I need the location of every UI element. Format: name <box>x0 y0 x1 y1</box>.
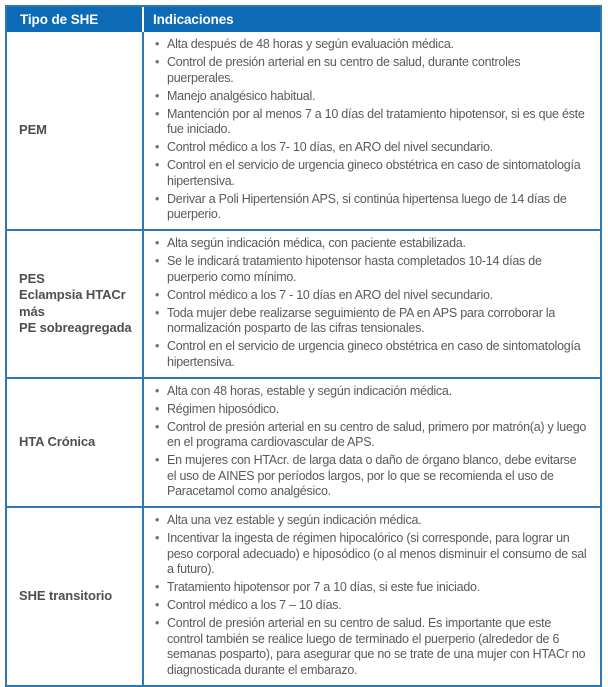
indication-item: • Control médico a los 7- 10 días, en ARO del nivel secundario. <box>153 140 588 156</box>
indication-item: • Control en el servicio de urgencia gineco obstétrica en caso de sintomatología hipertensiva. <box>153 158 588 189</box>
type-label-line: PEM <box>19 122 47 138</box>
indication-item: • Alta una vez estable y según indicación médica. <box>153 513 588 529</box>
indication-item: • Mantención por al menos 7 a 10 días del tratamiento hipotensor, si es que éste fue iniciado. <box>153 107 588 138</box>
indications-list <box>153 37 588 225</box>
type-cell <box>7 231 144 377</box>
type-label-line: Eclampsia HTACr más <box>19 287 126 319</box>
indication-item: • Tratamiento hipotensor por 7 a 10 días, si este fue iniciado. <box>153 580 588 596</box>
indication-item: • Se le indicará tratamiento hipotensor hasta completados 10-14 días de puerperio como mínimo. <box>153 254 588 285</box>
type-cell <box>7 379 144 507</box>
type-cell <box>7 32 144 229</box>
table-row <box>7 32 600 229</box>
indication-item: • Incentivar la ingesta de régimen hipocalórico (si corresponde, para lograr un peso corporal adecuado) e hiposódico (o al menos disminuir el consumo de sal a futuro). <box>153 531 588 578</box>
indication-item: • Control en el servicio de urgencia gineco obstétrica en caso de sintomatología hipertensiva. <box>153 339 588 370</box>
table-rows <box>7 32 600 685</box>
indication-item: • Alta después de 48 horas y según evaluación médica. <box>153 37 588 53</box>
indication-item: • Alta con 48 horas, estable y según indicación médica. <box>153 384 588 400</box>
type-cell <box>7 508 144 685</box>
type-label <box>19 434 95 451</box>
indication-item: • Toda mujer debe realizarse seguimiento de PA en APS para corroborar la normalización posparto de las cifras tensionales. <box>153 306 588 337</box>
type-label-line: PES <box>19 270 45 286</box>
table-row <box>7 377 600 507</box>
indication-item: • Control de presión arterial en su centro de salud, primero por matrón(a) y luego en el programa cardiovascular de APS. <box>153 420 588 451</box>
header-tipo-de-she: Tipo de SHE <box>7 7 144 32</box>
indications-cell <box>144 231 600 377</box>
type-label <box>19 271 136 337</box>
indication-item: • Alta según indicación médica, con paciente estabilizada. <box>153 236 588 252</box>
type-label-line: HTA Crónica <box>19 434 96 449</box>
she-indications-table <box>5 5 602 687</box>
indications-list <box>153 384 588 503</box>
indication-item: • Control de presión arterial en su centro de salud, durante controles puerperales. <box>153 55 588 86</box>
indications-cell <box>144 379 600 507</box>
table-row <box>7 506 600 685</box>
indications-cell <box>144 32 600 229</box>
type-label-line: PE sobreagregada <box>19 320 132 336</box>
indication-item: • En mujeres con HTAcr. de larga data o daño de órgano blanco, debe evitarse el uso de AINES por períodos largos, por lo que se recomienda el uso de Paracetamol como analgésico. <box>153 453 588 500</box>
table-row <box>7 229 600 377</box>
type-label-line: SHE transitorio <box>19 588 113 603</box>
indication-item: • Derivar a Poli Hipertensión APS, si continúa hipertensa luego de 14 días de puerperio. <box>153 192 588 223</box>
indication-item: • Control médico a los 7 - 10 días en ARO del nivel secundario. <box>153 288 588 304</box>
indication-item: • Control médico a los 7 – 10 días. <box>153 598 588 614</box>
table-header <box>7 7 600 32</box>
type-label <box>19 588 112 605</box>
header-indicaciones: Indicaciones <box>153 12 234 27</box>
indications-cell <box>144 508 600 685</box>
indications-list <box>153 236 588 373</box>
indication-item: • Régimen hiposódico. <box>153 402 588 418</box>
type-label <box>19 122 47 139</box>
indications-list <box>153 513 588 681</box>
indication-item: • Control de presión arterial en su centro de salud. Es importante que este control también se realice luego de terminado el puerperio (alrededor de 6 semanas posparto), para asegurar que no se trate de una mujer con HTACr no diagnosticada durante el embarazo. <box>153 616 588 678</box>
indication-item: • Manejo analgésico habitual. <box>153 89 588 105</box>
